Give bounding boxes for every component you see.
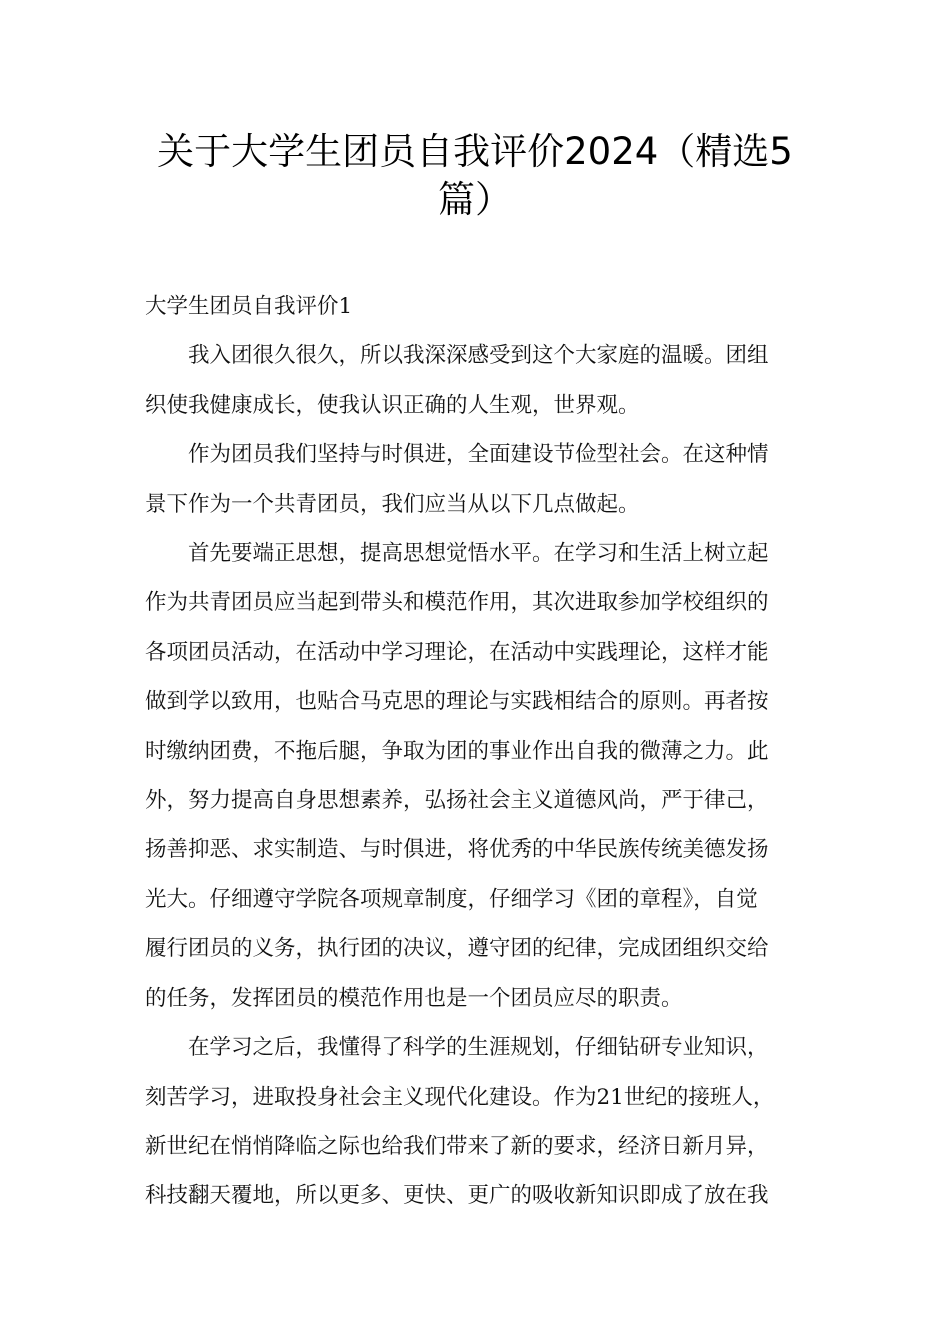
paragraph-line: 时缴纳团费，不拖后腿，争取为团的事业作出自我的微薄之力。此: [145, 738, 769, 764]
paragraph-line: 作为团员我们坚持与时俱进，全面建设节俭型社会。在这种情: [188, 442, 769, 468]
paragraph-line: 扬善抑恶、求实制造、与时俱进，将优秀的中华民族传统美德发扬: [145, 837, 769, 863]
paragraph-line: 织使我健康成长，使我认识正确的人生观，世界观。: [145, 392, 640, 418]
paragraph-line: 景下作为一个共青团员，我们应当从以下几点做起。: [145, 491, 640, 517]
paragraph-line: 履行团员的义务，执行团的决议，遵守团的纪律，完成团组织交给: [145, 936, 769, 962]
paragraph-line: 各项团员活动，在活动中学习理论，在活动中实践理论，这样才能: [145, 639, 769, 665]
document-body: [145, 282, 807, 1221]
paragraph-line: 外，努力提高自身思想素养，弘扬社会主义道德风尚，严于律己，: [145, 788, 769, 814]
paragraph-line: 新世纪在悄悄降临之际也给我们带来了新的要求，经济日新月异，: [145, 1133, 769, 1159]
document-title-line-2: 篇）: [438, 178, 512, 221]
paragraph-line: 首先要端正思想，提高思想觉悟水平。在学习和生活上树立起: [188, 541, 769, 567]
document-title: [120, 128, 830, 224]
paragraph-2: [145, 430, 807, 529]
paragraph-1: [145, 331, 807, 430]
paragraph-3: [145, 529, 807, 1023]
paragraph-line: 刻苦学习，进取投身社会主义现代化建设。作为21世纪的接班人，: [145, 1084, 775, 1110]
paragraph-line: 我入团很久很久，所以我深深感受到这个大家庭的温暖。团组: [188, 343, 769, 369]
paragraph-line: 科技翻天覆地，所以更多、更快、更广的吸收新知识即成了放在我: [145, 1183, 769, 1209]
paragraph-4: [145, 1023, 807, 1221]
paragraph-line: 做到学以致用，也贴合马克思的理论与实践相结合的原则。再者按: [145, 689, 769, 715]
paragraph-line: 的任务，发挥团员的模范作用也是一个团员应尽的职责。: [145, 985, 683, 1011]
paragraph-line: 作为共青团员应当起到带头和模范作用，其次进取参加学校组织的: [145, 590, 769, 616]
paragraph-line: 光大。仔细遵守学院各项规章制度，仔细学习《团的章程》，自觉: [145, 886, 758, 912]
section-heading: 大学生团员自我评价1: [145, 294, 353, 319]
document-title-line-1: 关于大学生团员自我评价2024（精选5: [157, 130, 793, 173]
paragraph-line: 在学习之后，我懂得了科学的生涯规划，仔细钻研专业知识，: [188, 1035, 769, 1061]
